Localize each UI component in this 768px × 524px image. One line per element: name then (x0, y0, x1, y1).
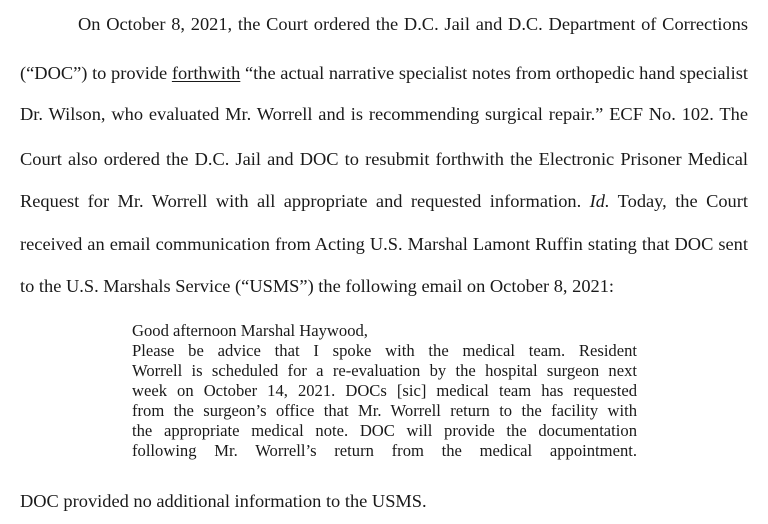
quote-line-2: Please be advice that I spoke with the medical team. Resident (132, 341, 637, 360)
paragraph-line-2-end: “the actual narrative specialist notes from orthopedic hand specialist (240, 63, 748, 83)
paragraph-line-5-end: Today, the Court (609, 191, 748, 211)
paragraph-line-5 (20, 190, 748, 212)
paragraph-line-1: On October 8, 2021, the Court ordered the D.C. Jail and D.C. Department of Corrections (78, 14, 748, 34)
paragraph-line-6: received an email communication from Acting U.S. Marshal Lamont Ruffin stating that DOC sent (20, 234, 748, 254)
paragraph-line-2 (20, 62, 748, 84)
quote-line-6: the appropriate medical note. DOC will provide the documentation (132, 421, 637, 440)
underlined-forthwith: forthwith (171, 63, 241, 83)
quote-line-3: Worrell is scheduled for a re-evaluation by the hospital surgeon next (132, 361, 637, 380)
paragraph-line-5-start: Request for Mr. Worrell with all appropriate and requested information. (20, 191, 590, 211)
quote-line-7: following Mr. Worrell’s return from the medical appointment. (132, 441, 637, 460)
quote-greeting: Good afternoon Marshal Haywood, (132, 321, 368, 340)
paragraph-line-4: Court also ordered the D.C. Jail and DOC to resubmit forthwith the Electronic Prisoner Medical (20, 149, 748, 169)
paragraph-line-3: Dr. Wilson, who evaluated Mr. Worrell and is recommending surgical repair.” ECF No. 102. The (20, 104, 748, 124)
citation-id: Id. (589, 191, 610, 211)
paragraph-line-7: to the U.S. Marshals Service (“USMS”) the following email on October 8, 2021: (20, 276, 615, 296)
paragraph-line-2-start: (“DOC”) to provide (20, 63, 172, 83)
closing-sentence: DOC provided no additional information to the USMS. (20, 491, 427, 511)
quote-line-4: week on October 14, 2021. DOCs [sic] medical team has requested (132, 381, 637, 400)
quote-line-5: from the surgeon’s office that Mr. Worrell return to the facility with (132, 401, 637, 420)
